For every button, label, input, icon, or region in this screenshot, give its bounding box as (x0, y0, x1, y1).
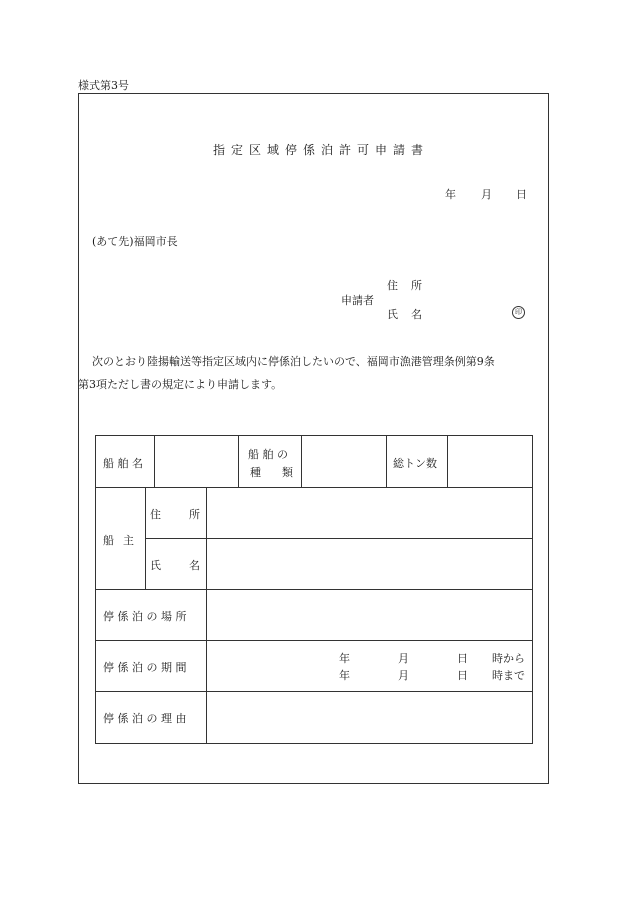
period-from-month: 月 (398, 652, 409, 665)
application-table (95, 435, 533, 744)
period-to-day: 日 (457, 669, 468, 682)
form-number: 様式第3号 (78, 79, 129, 92)
period-from-day: 日 (457, 652, 468, 665)
ship-name-label: 船 舶 名 (103, 457, 143, 470)
applicant-name-label-1: 氏 (387, 308, 398, 321)
date-day-label: 日 (516, 188, 527, 201)
period-from-year: 年 (339, 652, 350, 665)
ship-type-label-2a: 種 (250, 466, 261, 479)
owner-address-label-2: 所 (189, 508, 200, 521)
period-from-suffix: 時から (492, 652, 525, 665)
seal-mark: 印 (512, 306, 525, 319)
owner-name-label-1: 氏 (150, 559, 161, 572)
application-statement (78, 350, 548, 396)
ship-type-field[interactable] (302, 436, 386, 487)
owner-label-2: 主 (123, 534, 134, 547)
statement-line-2: 第3項ただし書の規定により申請します。 (78, 378, 283, 391)
gross-tonnage-field[interactable] (448, 436, 532, 487)
applicant-label: 申請者 (341, 294, 374, 307)
date-year-label: 年 (445, 188, 456, 201)
mooring-period-label: 停 係 泊 の 期 間 (103, 661, 187, 674)
applicant-address-label-2: 所 (411, 279, 422, 292)
addressee: (あて先)福岡市長 (92, 235, 178, 248)
period-to-suffix: 時まで (492, 669, 525, 682)
applicant-name-label-2: 名 (411, 308, 422, 321)
owner-address-label-1: 住 (150, 508, 161, 521)
owner-name-label-2: 名 (189, 559, 200, 572)
mooring-reason-label: 停 係 泊 の 理 由 (103, 712, 187, 725)
statement-line-1: 次のとおり陸揚輸送等指定区域内に停係泊したいので、福岡市漁港管理条例第9条 (92, 355, 495, 368)
ship-type-label-2b: 類 (282, 466, 293, 479)
owner-address-field[interactable] (207, 488, 532, 538)
ship-name-field[interactable] (155, 436, 238, 487)
gross-tonnage-label: 総トン数 (393, 457, 437, 470)
owner-label-1: 船 (103, 534, 114, 547)
period-to-month: 月 (398, 669, 409, 682)
applicant-address-label-1: 住 (387, 279, 398, 292)
ship-type-label-1: 船 舶 の (248, 448, 288, 461)
mooring-place-field[interactable] (207, 590, 532, 640)
mooring-place-label: 停 係 泊 の 場 所 (103, 610, 187, 623)
mooring-reason-field[interactable] (207, 692, 532, 743)
date-month-label: 月 (481, 188, 492, 201)
document-title: 指定区域停係泊許可申請書 (212, 143, 429, 157)
period-to-year: 年 (339, 669, 350, 682)
owner-name-field[interactable] (207, 539, 532, 589)
